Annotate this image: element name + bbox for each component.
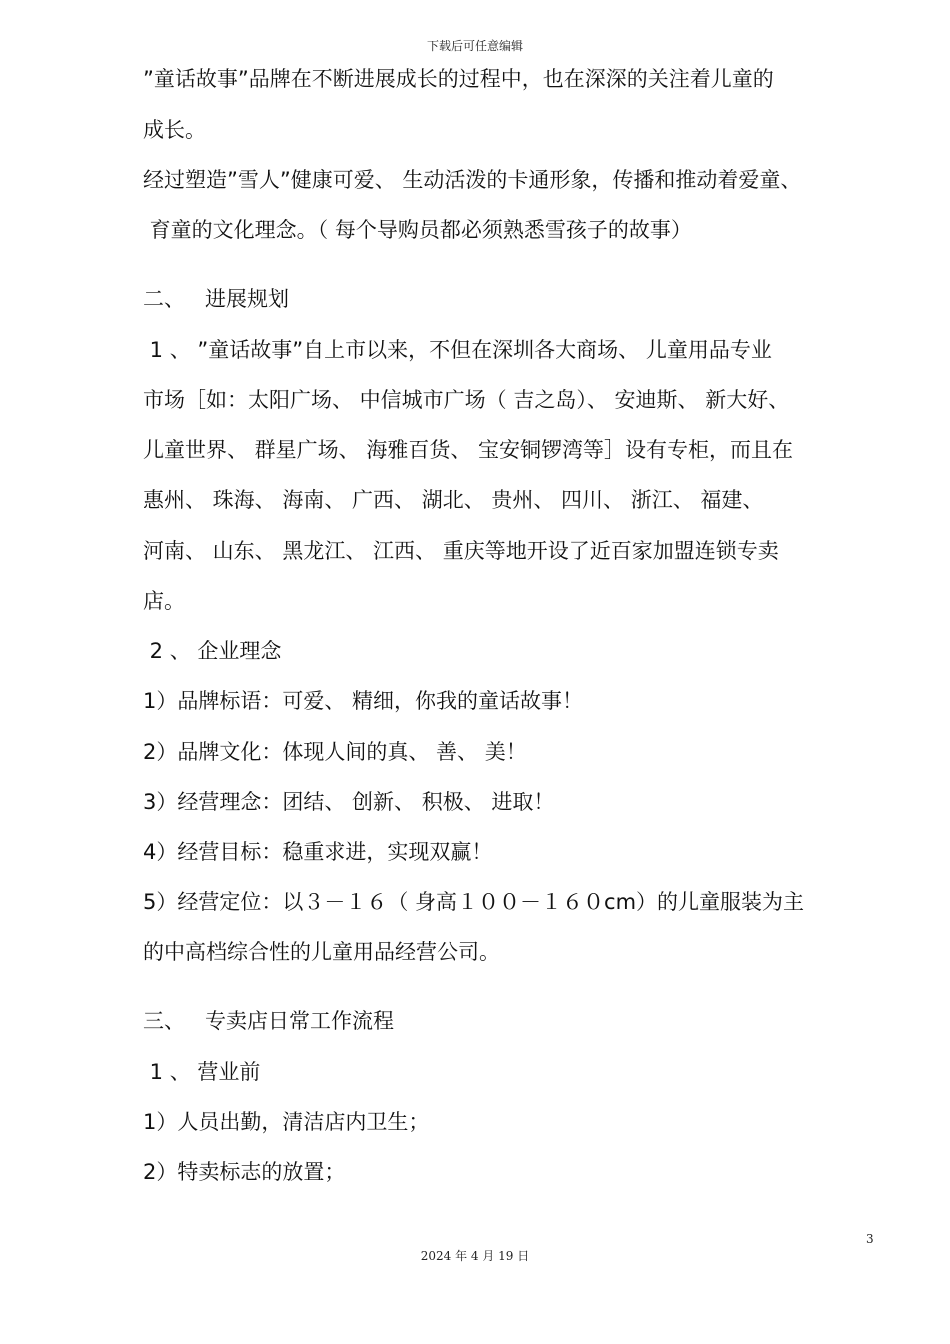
section-heading: 三、 专卖店日常工作流程 bbox=[143, 1009, 395, 1033]
subsection-heading: 2 、 企业理念 bbox=[143, 639, 282, 663]
paragraph-line: ”童话故事”品牌在不断进展成长的过程中，也在深深的关注着儿童的 bbox=[143, 67, 774, 91]
section-heading: 二、 进展规划 bbox=[143, 287, 290, 311]
list-item: 4）经营目标：稳重求进，实现双赢！ bbox=[143, 840, 493, 864]
paragraph-line: 的中高档综合性的儿童用品经营公司。 bbox=[143, 940, 500, 964]
footer-date: 2024 年 4 月 19 日 bbox=[420, 1249, 530, 1263]
paragraph-line: 儿童世界、 群星广场、 海雅百货、 宝安铜锣湾等］设有专柜，而且在 bbox=[143, 438, 794, 462]
list-item: 2）特卖标志的放置； bbox=[143, 1160, 346, 1184]
paragraph-line: 经过塑造”雪人”健康可爱、 生动活泼的卡通形象，传播和推动着爱童、 bbox=[143, 168, 802, 192]
paragraph-line: 市场［如：太阳广场、 中信城市广场（ 吉之岛）、 安迪斯、 新大好、 bbox=[143, 388, 790, 412]
paragraph-line: 河南、 山东、 黑龙江、 江西、 重庆等地开设了近百家加盟连锁专卖 bbox=[143, 539, 779, 563]
list-item: 5）经营定位：以３－１６（ 身高１００－１６０cm）的儿童服装为主 bbox=[143, 890, 805, 914]
list-item: 2）品牌文化：体现人间的真、 善、 美！ bbox=[143, 740, 527, 764]
list-item: 1）品牌标语：可爱、 精细，你我的童话故事！ bbox=[143, 689, 584, 713]
paragraph-line: 店。 bbox=[143, 589, 185, 613]
paragraph-line: 1 、 ”童话故事”自上市以来，不但在深圳各大商场、 儿童用品专业 bbox=[143, 338, 772, 362]
paragraph-line: 育童的文化理念。（ 每个导购员都必须熟悉雪孩子的故事） bbox=[143, 218, 692, 242]
subsection-heading: 1 、 营业前 bbox=[143, 1060, 261, 1084]
list-item: 1）人员出勤，清洁店内卫生； bbox=[143, 1110, 430, 1134]
header-note: 下载后可任意编辑 bbox=[426, 39, 523, 53]
list-item: 3）经营理念：团结、 创新、 积极、 进取！ bbox=[143, 790, 555, 814]
paragraph-line: 成长。 bbox=[143, 118, 206, 142]
page-number: 3 bbox=[866, 1232, 874, 1246]
paragraph-line: 惠州、 珠海、 海南、 广西、 湖北、 贵州、 四川、 浙江、 福建、 bbox=[143, 488, 764, 512]
